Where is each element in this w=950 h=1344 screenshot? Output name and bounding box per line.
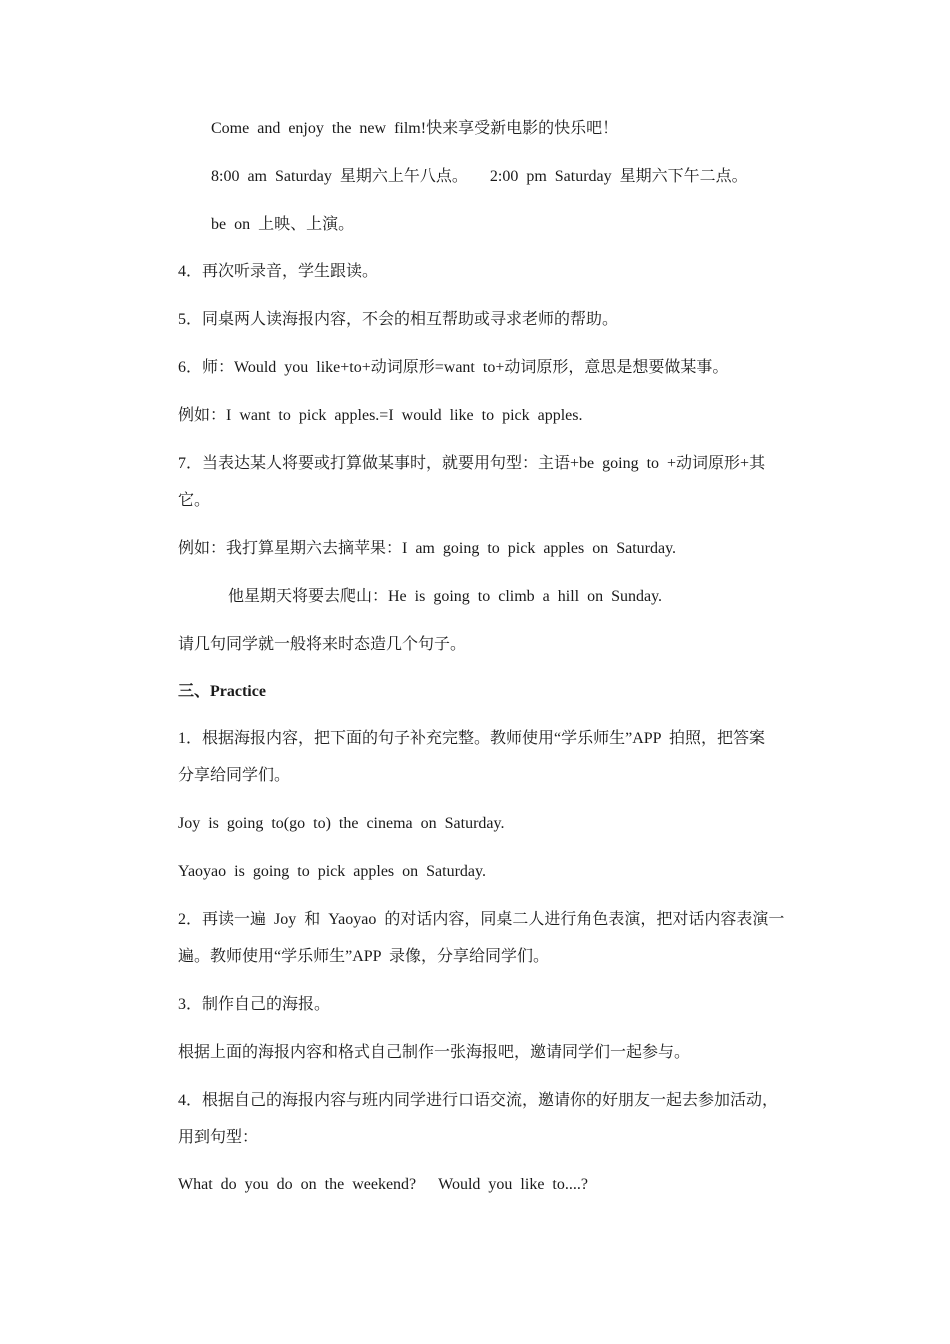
practice-2: 2．再读一遍 Joy 和 Yaoyao 的对话内容，同桌二人进行角色表演，把对话内容表演一 <box>178 911 785 928</box>
practice-1-continued: 分享给同学们。 <box>178 767 291 784</box>
text-line-times <box>211 167 748 187</box>
practice-2-continued: 遍。教师使用“学乐师生”APP 录像，分享给同学们。 <box>178 948 549 965</box>
sentence-patterns <box>178 1175 588 1195</box>
step-6: 6．师：Would you like+to+动词原形=want to+动词原形，意思是想要做某事。 <box>178 359 729 376</box>
example-going-to: 例如：我打算星期六去摘苹果：I am going to pick apples on Saturday. <box>178 540 677 557</box>
make-sentences: 请几句同学就一般将来时态造几个句子。 <box>178 636 467 653</box>
time-morning: 8:00 am Saturday 星期六上午八点。 <box>211 168 468 185</box>
answer-yaoyao: Yaoyao is going to pick apples on Saturday. <box>178 863 486 880</box>
example-going-to-2: 他星期天将要去爬山：He is going to climb a hill on Sunday. <box>228 588 663 605</box>
practice-1: 1．根据海报内容，把下面的句子补充完整。教师使用“学乐师生”APP 拍照，把答案 <box>178 730 765 747</box>
practice-4: 4．根据自己的海报内容与班内同学进行口语交流，邀请你的好朋友一起去参加活动， <box>178 1092 779 1109</box>
pattern-would-like: Would you like to....? <box>438 1176 588 1193</box>
step-7: 7．当表达某人将要或打算做某事时，就要用句型：主语+be going to +动词原形+其 <box>178 455 766 472</box>
answer-joy: Joy is going to(go to) the cinema on Saturday. <box>178 815 505 832</box>
practice-4-continued: 用到句型： <box>178 1129 259 1146</box>
practice-3: 3．制作自己的海报。 <box>178 996 331 1013</box>
pattern-weekend: What do you do on the weekend? <box>178 1176 417 1193</box>
step-4: 4．再次听录音，学生跟读。 <box>178 263 379 280</box>
text-line-be-on: be on 上映、上演。 <box>211 216 355 233</box>
step-5: 5．同桌两人读海报内容，不会的相互帮助或寻求老师的帮助。 <box>178 311 619 328</box>
example-would-like: 例如：I want to pick apples.=I would like to pick apples. <box>178 407 583 424</box>
step-7-continued: 它。 <box>178 492 211 509</box>
time-afternoon: 2:00 pm Saturday 星期六下午二点。 <box>489 168 748 185</box>
practice-3-detail: 根据上面的海报内容和格式自己制作一张海报吧，邀请同学们一起参与。 <box>178 1044 691 1061</box>
text-line-film: Come and enjoy the new film!快来享受新电影的快乐吧！ <box>211 120 619 137</box>
section-heading-practice: 三、Practice <box>178 683 266 700</box>
